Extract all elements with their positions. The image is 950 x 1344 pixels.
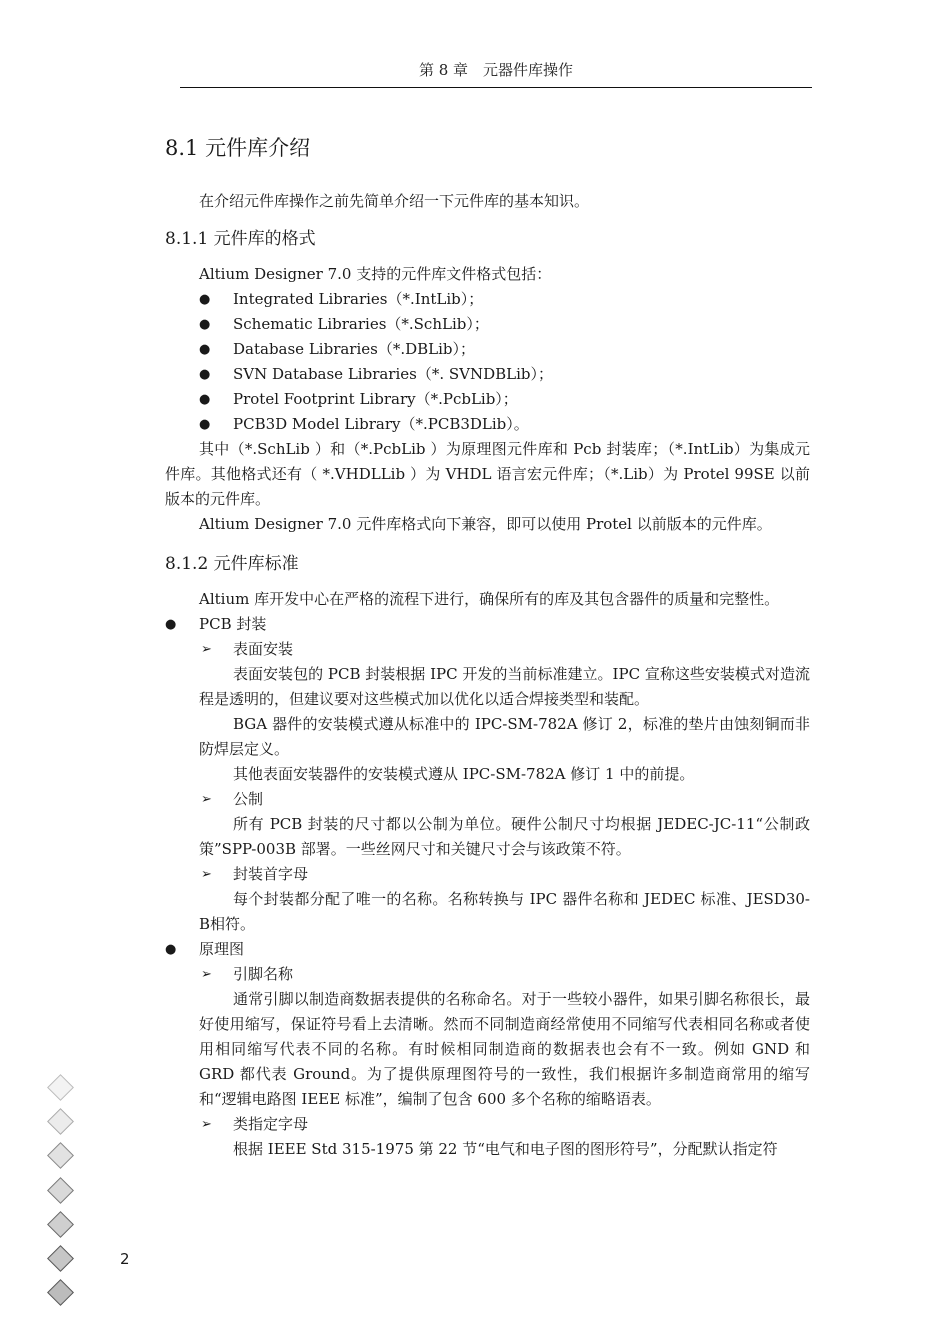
arrow-bullet-icon: ➢ bbox=[201, 642, 212, 657]
diamond-icon bbox=[47, 1074, 74, 1101]
arrow-bullet-icon: ➢ bbox=[201, 867, 212, 882]
class-designator-paragraph: 根据 IEEE Std 315-1975 第 22 节“电气和电子图的图形符号”，分配默认指定符 bbox=[233, 1140, 778, 1158]
class-designator-heading bbox=[165, 1112, 810, 1137]
section-title-8-1-2: 8.1.2 元件库标准 bbox=[165, 554, 299, 574]
diamond-icon bbox=[47, 1142, 74, 1169]
smt-paragraph-1: 表面安装包的 PCB 封装根据 IPC 开发的当前标准建立。IPC 宣称这些安装模式对造流程是透明的，但建议要对这些模式加以优化以适合焊接类型和装配。 bbox=[199, 665, 810, 708]
standards-intro: Altium 库开发中心在严格的流程下进行，确保所有的库及其包含器件的质量和完整性。 bbox=[199, 590, 780, 608]
format-item-text: PCB3D Model Library（*.PCB3DLib）。 bbox=[233, 415, 529, 433]
bullet-dot-icon: ● bbox=[199, 292, 211, 307]
class-designator-label: 类指定字母 bbox=[233, 1115, 309, 1133]
initials-paragraph: 每个封装都分配了唯一的名称。名称转换与 IPC 器件名称和 JEDEC 标准、JESD30-B相符。 bbox=[199, 890, 810, 933]
section-title-8-1-1: 8.1.1 元件库的格式 bbox=[165, 229, 316, 249]
smt-label: 表面安装 bbox=[233, 640, 294, 658]
decorative-diamonds bbox=[44, 1072, 78, 1312]
format-list bbox=[165, 287, 810, 437]
diamond-icon bbox=[47, 1279, 74, 1306]
arrow-bullet-icon: ➢ bbox=[201, 967, 212, 982]
list-item bbox=[165, 287, 810, 312]
section-title-8-1: 8.1 元件库介绍 bbox=[165, 136, 311, 160]
format-item-text: Protel Footprint Library（*.PcbLib）； bbox=[233, 390, 518, 408]
running-header: 第 8 章 元器件库操作 bbox=[418, 61, 574, 79]
schematic-label: 原理图 bbox=[199, 940, 245, 958]
format-item-text: Integrated Libraries（*.IntLib）； bbox=[233, 290, 484, 308]
format-item-text: SVN Database Libraries（*. SVNDBLib）； bbox=[233, 365, 554, 383]
schematic-heading bbox=[165, 937, 810, 962]
initials-heading bbox=[165, 862, 810, 887]
intro-paragraph: 在介绍元件库操作之前先简单介绍一下元件库的基本知识。 bbox=[199, 192, 590, 210]
bullet-dot-icon: ● bbox=[165, 942, 177, 957]
bullet-dot-icon: ● bbox=[199, 317, 211, 332]
metric-label: 公制 bbox=[233, 790, 264, 808]
page-number: 2 bbox=[120, 1250, 130, 1268]
compat-paragraph: Altium Designer 7.0 元件库格式向下兼容，即可以使用 Protel 以前版本的元件库。 bbox=[199, 515, 772, 533]
list-item bbox=[165, 387, 810, 412]
format-item-text: Database Libraries（*.DBLib）； bbox=[233, 340, 476, 358]
bullet-dot-icon: ● bbox=[199, 367, 211, 382]
pin-names-label: 引脚名称 bbox=[233, 965, 294, 983]
list-item bbox=[165, 362, 810, 387]
list-item bbox=[165, 312, 810, 337]
initials-label: 封装首字母 bbox=[233, 865, 309, 883]
bullet-dot-icon: ● bbox=[199, 417, 211, 432]
pin-names-heading bbox=[165, 962, 810, 987]
diamond-icon bbox=[47, 1245, 74, 1272]
diamond-icon bbox=[47, 1211, 74, 1238]
arrow-bullet-icon: ➢ bbox=[201, 792, 212, 807]
bullet-dot-icon: ● bbox=[199, 392, 211, 407]
arrow-bullet-icon: ➢ bbox=[201, 1117, 212, 1132]
list-item bbox=[165, 337, 810, 362]
diamond-icon bbox=[47, 1108, 74, 1135]
formats-lead: Altium Designer 7.0 支持的元件库文件格式包括： bbox=[199, 265, 552, 283]
smt-heading bbox=[165, 637, 810, 662]
metric-paragraph: 所有 PCB 封装的尺寸都以公制为单位。硬件公制尺寸均根据 JEDEC-JC-11“公制政策”SPP-003B 部署。一些丝网尺寸和关键尺寸会与该政策不符。 bbox=[199, 815, 810, 858]
pin-names-paragraph: 通常引脚以制造商数据表提供的名称命名。对于一些较小器件，如果引脚名称很长，最好使用缩写，保证符号看上去清晰。然而不同制造商经常使用不同缩写代表相同名称或者使用相同缩写代表不同的名称。有时候相同制造商的数据表也会有不一致。例如 GND 和 GRD 都代表 Ground。为了提供原理图符号的一致性，我们根据许多制造商常用的缩写和“逻辑电路图 IEEE 标准”，编制了包含 600 多个名称的缩略语表。 bbox=[199, 990, 810, 1108]
smt-paragraph-3: 其他表面安装器件的安装模式遵从 IPC-SM-782A 修订 1 中的前提。 bbox=[233, 765, 695, 783]
metric-heading bbox=[165, 787, 810, 812]
bullet-dot-icon: ● bbox=[165, 617, 177, 632]
header-rule bbox=[180, 87, 812, 88]
page-body bbox=[165, 132, 810, 1162]
bullet-dot-icon: ● bbox=[199, 342, 211, 357]
formats-explanation: 其中（*.SchLib ）和（*.PcbLib ）为原理图元件库和 Pcb 封装库；（*.IntLib）为集成元件库。其他格式还有（ *.VHDLLib ）为 VHDL 语言宏元件库；（*.Lib）为 Protel 99SE 以前版本的元件库。 bbox=[165, 440, 810, 508]
smt-paragraph-2: BGA 器件的安装模式遵从标准中的 IPC-SM-782A 修订 2，标准的垫片由蚀刻铜而非防焊层定义。 bbox=[199, 715, 810, 758]
pcb-footprint-label: PCB 封装 bbox=[199, 615, 267, 633]
diamond-icon bbox=[47, 1177, 74, 1204]
pcb-footprint-heading bbox=[165, 612, 810, 637]
format-item-text: Schematic Libraries（*.SchLib）； bbox=[233, 315, 489, 333]
list-item bbox=[165, 412, 810, 437]
